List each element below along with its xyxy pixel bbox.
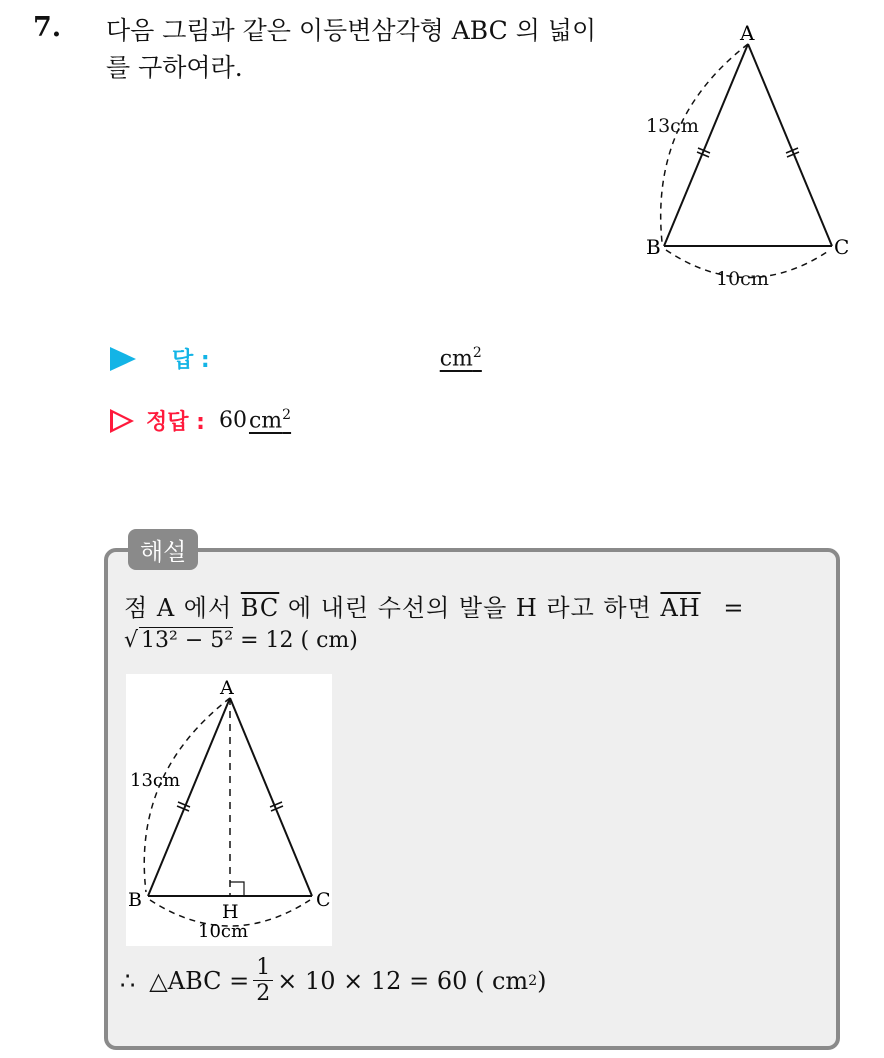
fig2-label-c: C: [316, 889, 331, 911]
fig2-base-label: 10cm: [198, 921, 249, 942]
base-length-label: 10cm: [716, 268, 769, 290]
segment-ah: $\overline{AH}$: [660, 594, 701, 622]
final-rhs: × 10 × 12 = 60 ( cm: [277, 966, 529, 995]
fig2-side-label: 13cm: [130, 770, 181, 791]
final-lhs: △ABC =: [149, 966, 250, 995]
solution-line1: [124, 588, 824, 623]
question-number: 7.: [33, 12, 62, 43]
answer-row: [110, 343, 482, 374]
segment-bc: $\overline{BC}$: [240, 594, 280, 622]
question-text-line1: 다음 그림과 같은 이등변삼각형 ABC 의 넓이: [106, 16, 597, 45]
triangle-figure: [630, 20, 860, 295]
fig2-label-a: A: [220, 677, 234, 699]
correct-answer-value: 60: [218, 408, 247, 433]
correct-answer-unit: $cm^2$: [248, 407, 292, 434]
answer-unit: $cm^2$: [439, 345, 482, 372]
question-text-line2: 를 구하여라.: [106, 53, 243, 82]
question-text: [106, 12, 626, 86]
solution-text-a: 점 A 에서: [124, 594, 233, 622]
therefore-symbol: ∴: [120, 966, 136, 995]
correct-answer-label: 정답 :: [146, 410, 205, 435]
equals-sign: =: [723, 594, 745, 622]
fraction-half: $\frac{1}{2}$: [253, 955, 273, 1006]
play-triangle-icon: [110, 347, 136, 371]
vertex-label-a: A: [740, 21, 755, 45]
solution-result: = 12 ( cm): [240, 628, 358, 653]
side-ab: [664, 44, 748, 246]
solution-line2: [124, 628, 358, 653]
vertex-label-c: C: [834, 235, 850, 259]
solution-triangle-figure: [126, 674, 332, 946]
side-ac: [748, 44, 832, 246]
side-length-label: 13cm: [646, 115, 699, 137]
solution-text-b: 에 내린 수선의 발을 H 라고 하면: [287, 594, 652, 622]
outline-triangle-icon: [110, 409, 134, 433]
solution-final-line: ∴ △ABC = $\frac{1}{2}$ × 10 × 12 = 60 ( cm 2 ): [120, 955, 547, 1006]
correct-answer-row: [110, 405, 291, 436]
fig2-label-h: H: [222, 901, 239, 923]
fig2-label-b: B: [128, 889, 142, 911]
vertex-label-b: B: [646, 235, 661, 259]
solution-badge: 해설: [128, 529, 198, 570]
answer-label: 답 :: [172, 348, 210, 373]
sqrt-radicand: 13² − 5²: [141, 628, 234, 653]
sqrt-symbol: √: [124, 628, 139, 653]
